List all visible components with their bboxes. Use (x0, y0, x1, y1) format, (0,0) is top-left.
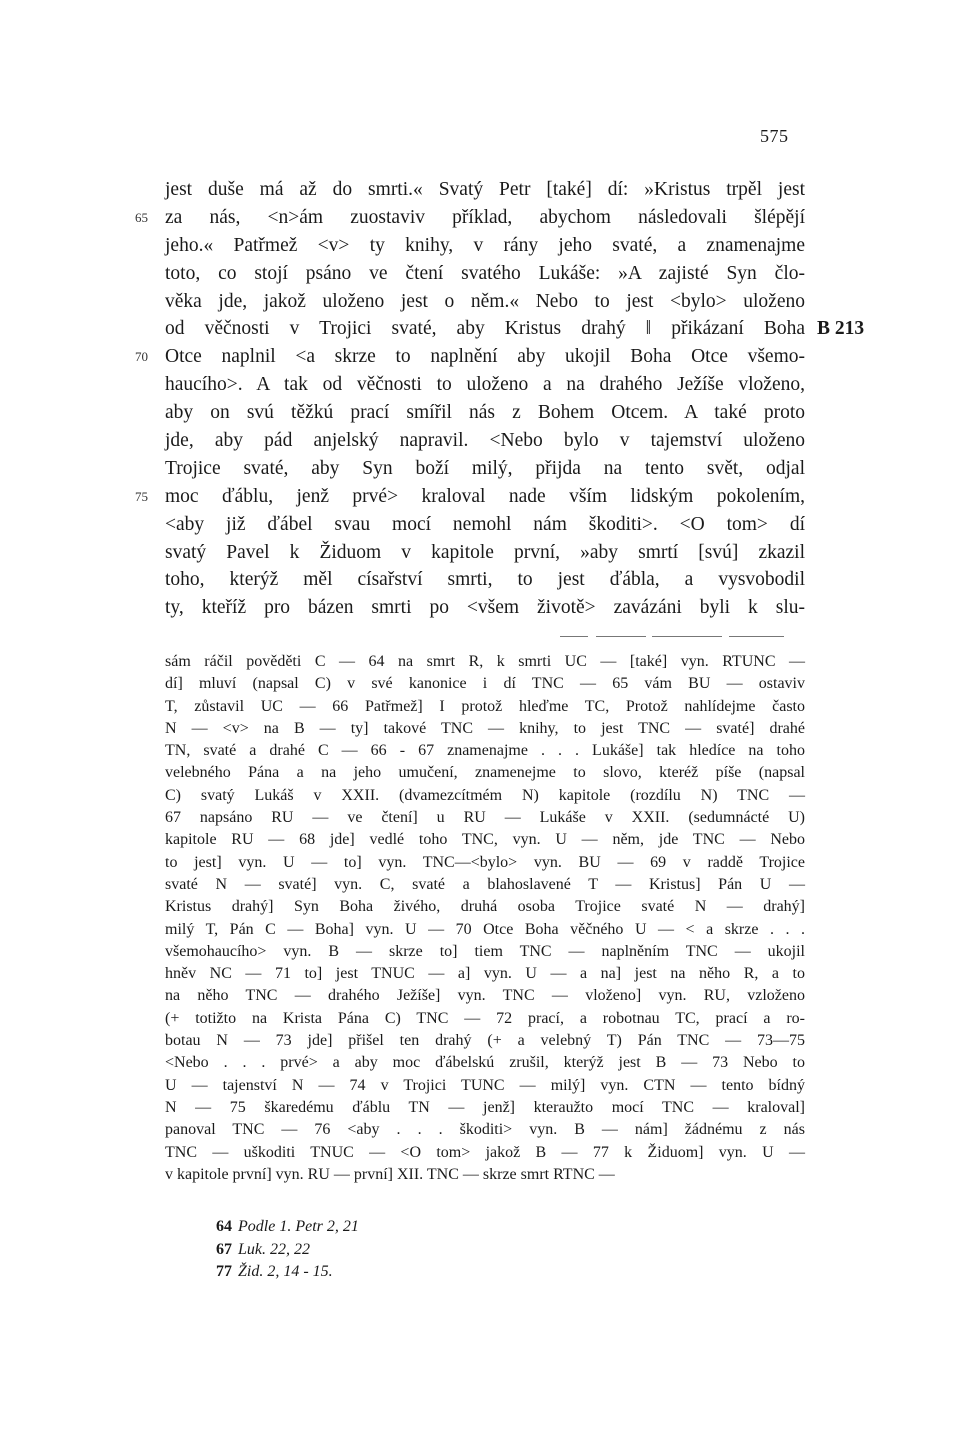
apparatus-line: U — tajenství N — 74 v Trojici TUNC — milý] vyn. CTN — tento bídný (165, 1076, 805, 1094)
critical-apparatus (165, 651, 805, 1186)
source-line-number: 64 (216, 1218, 232, 1235)
apparatus-line: to jest] vyn. U — to] vyn. TNC—<bylo> vyn. BU — 69 v raddě Trojice (165, 853, 805, 871)
line-text: moc ďáblu, jenž prvé> kraloval nade vším lidským pokolením, (165, 485, 805, 507)
line-number: 75 (135, 488, 148, 504)
line-text: <aby již ďábel svau mocí nemohl nám škoditi>. <O tom> dí (165, 513, 805, 535)
text-line (165, 539, 805, 567)
line-text: věka jde, jakož uloženo jest o něm.« Nebo to jest <bylo> uloženo (165, 290, 805, 312)
line-text: jest duše má až do smrti.« Svatý Petr [také] dí: »Kristus trpěl jest (165, 179, 805, 200)
apparatus-line: na něho TNC — drahého Ježíše] vyn. TNC — vloženo] vyn. RU, vzloženo (165, 987, 805, 1005)
line-number: 65 (135, 209, 148, 225)
line-text: Otce naplnil <a skrze to naplnění aby ukojil Boha Otce všemo- (165, 346, 805, 368)
text-line (165, 371, 805, 399)
apparatus-line: svaté N — svaté] vyn. C, svaté a blahoslavené T — Kristus] Pán U — (165, 875, 805, 893)
apparatus-line: v kapitole první] vyn. RU — první] XII. TNC — skrze smrt RTNC — (165, 1165, 615, 1183)
text-line (165, 260, 805, 288)
apparatus-line: <Nebo . . . prvé> a aby moc ďábelskú zrušil, kterýž jest B — 73 Nebo to (165, 1054, 805, 1072)
text-line (165, 566, 805, 594)
line-text: toto, co stojí psáno ve čtení svatého Lukáše: »A zajisté Syn člo- (165, 262, 805, 284)
line-text: aby on svú těžkú prací smířil nás z Bohem Otcem. A také proto (165, 402, 805, 424)
apparatus-line: všemohaucího> vyn. B — skrze to] tiem TNC — naplněním TNC — ukojil (165, 942, 805, 960)
text-line (135, 343, 805, 371)
source-line-number: 77 (216, 1263, 232, 1280)
apparatus-line: T, zůstavil UC — 66 Patřmež] I protož hleďme TC, Protož nahlídejme často (165, 697, 805, 715)
text-line (165, 288, 805, 316)
text-line (165, 455, 805, 483)
footnote-divider (560, 636, 805, 638)
text-line (165, 232, 805, 260)
text-line (165, 511, 805, 539)
line-number: 70 (135, 349, 148, 365)
text-line (165, 399, 805, 427)
apparatus-line: kapitole RU — 68 jde] vedlé toho TNC, vyn. U — něm, jde TNC — Nebo (165, 831, 805, 849)
source-citation: Podle 1. Petr 2, 21 (238, 1218, 359, 1235)
apparatus-line: Kristus drahý] Syn Boha živého, druhá osoba Trojice svaté N — drahý] (165, 898, 805, 916)
source-line (216, 1261, 359, 1284)
line-text: jeho.« Patřmež <v> ty knihy, v rány jeho svaté, a znamenajme (165, 234, 805, 256)
text-line (165, 315, 865, 343)
page-number: 575 (760, 126, 789, 146)
apparatus-line: panoval TNC — 76 <aby . . . škoditi> vyn. B — nám] žádnému z nás (165, 1121, 805, 1139)
line-text: svatý Pavel k Židuom v kapitole první, »aby smrtí [svú] zkazil (165, 541, 805, 563)
apparatus-line: (+ totižto na Krista Pána C) TNC — 72 prací, a robotnau TC, prací a ro- (165, 1009, 805, 1027)
apparatus-line: C) svatý Lukáš v XXII. (dvamezcítmém N) kapitole (rozdílu N) TNC — (165, 786, 805, 804)
line-text: toho, kterýž měl císařství smrti, to jest ďábla, a vysvobodil (165, 569, 805, 591)
apparatus-line: sám ráčil pověděti C — 64 na smrt R, k smrti UC — [také] vyn. RTUNC — (165, 653, 805, 670)
source-references (216, 1216, 359, 1284)
apparatus-line: TNC — uškoditi TNUC — <O tom> jakož B — 77 k Židuom] vyn. U — (165, 1143, 805, 1161)
line-text: ty, kteříž pro bázen smrti po <všem životě> zavázáni byli k slu- (165, 597, 805, 619)
apparatus-line: milý T, Pán C — Boha] vyn. U — 70 Otce Boha věčného U — < a skrze . . . (165, 920, 805, 938)
main-text (135, 176, 865, 622)
source-line-number: 67 (216, 1240, 232, 1258)
apparatus-line: dí] mluví (napsal C) v své kanonice i dí TNC — 65 vám BU — ostaviv (165, 675, 805, 693)
apparatus-line: hněv NC — 71 to] jest TNUC — a] vyn. U — a na] jest na něho R, a to (165, 965, 805, 983)
apparatus-line: 67 napsáno RU — ve čtení] u RU — Lukáše v XXII. (sedumnácté U) (165, 809, 805, 827)
text-line (165, 594, 805, 622)
source-line (216, 1216, 359, 1239)
source-line (216, 1239, 359, 1262)
source-citation: Luk. 22, 22 (238, 1240, 310, 1258)
text-line (165, 176, 805, 204)
manuscript-folio-ref: B 213 (817, 318, 865, 340)
text-line (135, 204, 805, 232)
line-text: haucího>. A tak od věčnosti to uloženo a na drahého Ježíše vloženo, (165, 374, 805, 396)
line-text: za nás, <n>ám zuostaviv příklad, abychom následovali šlépějí (165, 206, 805, 228)
source-citation: Žid. 2, 14 - 15. (238, 1263, 333, 1280)
text-line (165, 427, 805, 455)
apparatus-line: TN, svaté a drahé C — 66 - 67 znamenajme . . . Lukáše] tak hledíce na toho (165, 742, 805, 760)
apparatus-line: botau N — 73 jde] přišel ten drahý (+ a velebný T) Pán TNC — 73—75 (165, 1032, 805, 1050)
line-text: jde, aby pád anjelský napravil. <Nebo bylo v tajemství uloženo (165, 430, 805, 452)
text-line (135, 483, 805, 511)
apparatus-line: velebného Pána a na jeho umučení, znamenejme to slovo, kteréž píše (napsal (165, 764, 805, 782)
line-text: od věčnosti v Trojici svaté, aby Kristus drahý ‖ přikázaní Boha (165, 318, 805, 340)
apparatus-line: N — <v> na B — ty] takové TNC — knihy, to jest TNC — svaté] drahé (165, 719, 805, 737)
apparatus-line: N — 75 škaredému ďáblu TN — jenž] kteraužto mocí TNC — kraloval] (165, 1098, 805, 1116)
line-text: Trojice svaté, aby Syn boží milý, přijda na tento svět, odjal (165, 457, 805, 479)
